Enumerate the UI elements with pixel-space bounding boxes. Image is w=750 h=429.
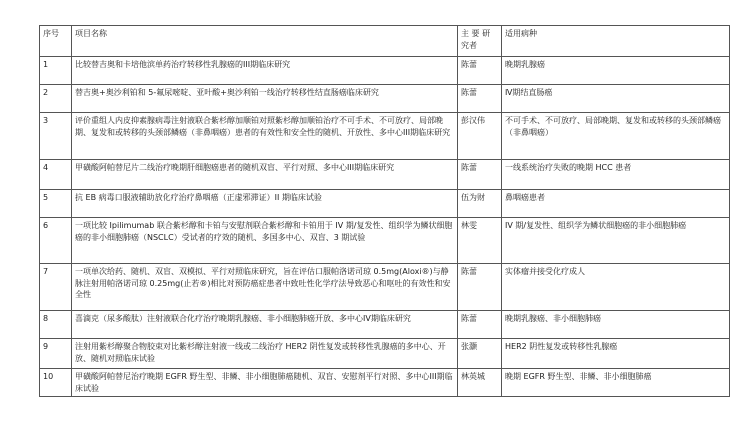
cell-serial-number: 3 [40,113,72,160]
table-row [40,218,730,264]
table-row [40,369,730,397]
cell-serial-number: 4 [40,160,72,190]
cell-principal-researcher: 彭汉伟 [458,113,502,160]
cell-project-name: 甲磺酸阿帕替尼治疗晚期 EGFR 野生型、非鳞、非小细胞肺癌随机、双盲、安慰剂平行对照、多中心III期临床试验 [72,369,458,397]
table-row [40,57,730,85]
cell-principal-researcher: 陈蕾 [458,85,502,113]
cell-project-name: 替吉奥+奥沙利铂和 5-氟尿嘧啶、亚叶酸+奥沙利铂一线治疗转移性结直肠癌临床研究 [72,85,458,113]
cell-indication: IV 期/复发性、组织学为鳞状细胞癌的非小细胞肺癌 [502,218,730,264]
header-project-name: 项目名称 [72,26,458,57]
cell-project-name: 喜滴克（尿多酸肽）注射液联合化疗治疗晚期乳腺癌、非小细胞肺癌开放、多中心IV期临床研究 [72,311,458,339]
cell-serial-number: 7 [40,264,72,311]
cell-indication: 晚期 EGFR 野生型、非鳞、非小细胞肺癌 [502,369,730,397]
cell-project-name: 甲磺酸阿帕替尼片二线治疗晚期肝细胞癌患者的随机双盲、平行对照、多中心III期临床研究 [72,160,458,190]
table-row [40,160,730,190]
cell-principal-researcher: 林雯 [458,218,502,264]
cell-principal-researcher: 伍为财 [458,190,502,218]
header-principal-researcher: 主 要 研究者 [458,26,502,57]
header-serial-number: 序号 [40,26,72,57]
cell-serial-number: 2 [40,85,72,113]
cell-indication: 实体瘤并接受化疗成人 [502,264,730,311]
cell-project-name: 注射用紫杉醇聚合物胶束对比紫杉醇注射液一线或二线治疗 HER2 阴性复发或转移性乳腺癌的多中心、开放、随机对照临床试验 [72,339,458,369]
cell-serial-number: 8 [40,311,72,339]
document-page [39,25,730,397]
cell-indication: 不可手术、不可放疗、局部晚期、复发和或转移的头颈部鳞癌（非鼻咽癌） [502,113,730,160]
table-row [40,113,730,160]
header-indication: 适用病种 [502,26,730,57]
cell-principal-researcher: 陈蕾 [458,311,502,339]
cell-project-name: 评价重组人内皮抑素腺病毒注射液联合紫杉醇加顺铂对照紫杉醇加顺铂治疗不可手术、不可放疗、局部晚期、复发和或转移的头颈部鳞癌（非鼻咽癌）患者的有效性和安全性的随机、开放性、多中心III期临床研究 [72,113,458,160]
cell-serial-number: 6 [40,218,72,264]
cell-principal-researcher: 陈蕾 [458,160,502,190]
cell-project-name: 抗 EB 病毒口服液辅助放化疗治疗鼻咽癌（正虚邪滞证）II 期临床试验 [72,190,458,218]
cell-indication: 一线系统治疗失败的晚期 HCC 患者 [502,160,730,190]
cell-project-name: 比较替吉奥和卡培他滨单药治疗转移性乳腺癌的III期临床研究 [72,57,458,85]
cell-principal-researcher: 陈蕾 [458,57,502,85]
cell-serial-number: 1 [40,57,72,85]
cell-indication: 晚期乳腺癌、非小细胞肺癌 [502,311,730,339]
cell-indication: Ⅳ期结直肠癌 [502,85,730,113]
cell-project-name: 一项比较 Ipilimumab 联合紫杉醇和卡铂与安慰剂联合紫杉醇和卡铂用于 IV 期/复发性、组织学为鳞状细胞癌的非小细胞肺癌（NSCLC）受试者的疗效的随机、多国多中心、双盲、3 期试验 [72,218,458,264]
cell-indication: 晚期乳腺癌 [502,57,730,85]
cell-principal-researcher: 陈蕾 [458,264,502,311]
table-row [40,311,730,339]
table-row [40,190,730,218]
cell-principal-researcher: 张灏 [458,339,502,369]
cell-indication: HER2 阴性复发或转移性乳腺癌 [502,339,730,369]
table-header-row [40,26,730,57]
table-row [40,264,730,311]
table-row [40,339,730,369]
cell-project-name: 一项单次给药、随机、双盲、双模拟、平行对照临床研究，旨在评估口服帕洛诺司琼 0.5mg(Aloxi®)与静脉注射用帕洛诺司琼 0.25mg(止若®)相比对预防癌症患者中致吐性化学疗法导致恶心和呕吐的有效性和安全性 [72,264,458,311]
cell-serial-number: 5 [40,190,72,218]
cell-principal-researcher: 林英城 [458,369,502,397]
cell-indication: 鼻咽癌患者 [502,190,730,218]
table-row [40,85,730,113]
clinical-trials-table [39,25,730,397]
cell-serial-number: 9 [40,339,72,369]
cell-serial-number: 10 [40,369,72,397]
